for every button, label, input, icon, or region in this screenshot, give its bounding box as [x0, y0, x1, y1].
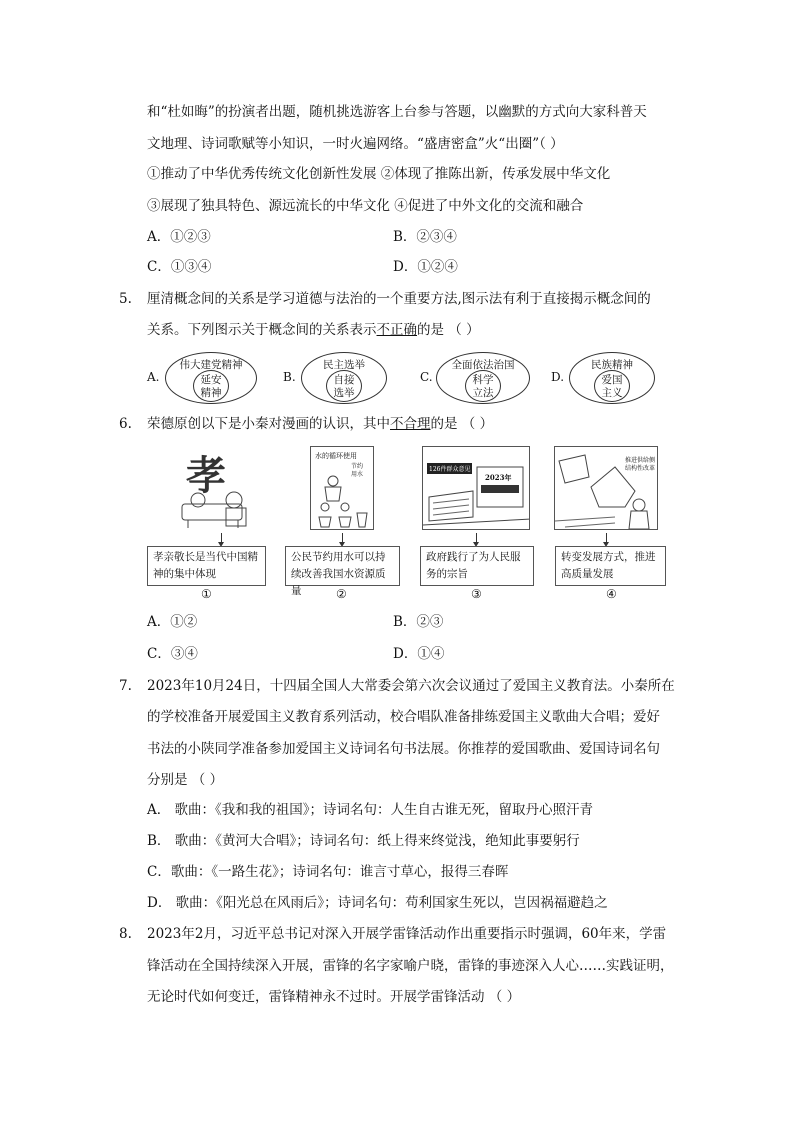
q6-option-a[interactable]: A．①②	[147, 614, 198, 630]
q7-option-a[interactable]: A． 歌曲：《我和我的祖国》；诗词名句：人生自古谁无死，留取丹心照汗青	[147, 802, 594, 818]
q8-stem-line2: 锋活动在全国持续深入开展，雷锋的名字家喻户晓，雷锋的事迹深入人心……实践证明，	[147, 958, 674, 974]
comic-2-number: ②	[336, 587, 347, 601]
q6-option-d[interactable]: D．①④	[393, 646, 445, 662]
comic-1-arrow	[221, 533, 222, 543]
comic-4-sign: 推进供给侧结构性改革	[625, 457, 656, 472]
venn-inner-label-1: 自接	[333, 374, 355, 386]
q7-stem-line4: 分别是 （ ）	[147, 772, 224, 788]
comic-3-caption: 政府践行了为人民服务的宗旨	[420, 546, 534, 586]
venn-letter-a: A.	[147, 370, 160, 384]
venn-outer-label: 民主选举	[323, 359, 365, 371]
comic-2-sign: 水的循环使用	[315, 452, 357, 460]
comic-2-image	[310, 446, 374, 530]
q4-option-b[interactable]: B．②③④	[393, 229, 457, 245]
venn-inner-label-1: 延安	[200, 374, 222, 386]
q6-stem	[147, 414, 493, 434]
comic-2-side-text: 节约用水	[351, 463, 364, 478]
comic-4-arrow	[606, 533, 607, 543]
q4-stem-line2: 文地理、诗词歌赋等小知识，一时火遍网络。“盛唐密盒”火“出圈”（ ）	[147, 136, 564, 152]
comic-4-drawing	[555, 447, 658, 530]
q6-number: 6.	[119, 416, 132, 432]
q7-option-c[interactable]: C．歌曲：《一路生花》；诗词名句：谁言寸草心，报得三春晖	[147, 864, 509, 880]
venn-inner-label-1: 科学	[472, 374, 494, 386]
q4-stem-line1: 和“杜如晦”的扮演者出题，随机挑选游客上台参与答题，以幽默的方式向大家科普天	[147, 104, 647, 120]
q8-stem-line1: 2023年2月，习近平总书记对深入开展学雷锋活动作出重要指示时强调，60年来，学雷	[147, 926, 667, 942]
q7-option-d[interactable]: D． 歌曲：《阳光总在风雨后》；诗词名句：苟利国家生死以，岂因祸福避趋之	[147, 895, 608, 911]
q4-items-line2: ③展现了独具特色、源远流长的中华文化 ④促进了中外文化的交流和融合	[147, 198, 584, 214]
q5-stem-line1: 厘清概念间的关系是学习道德与法治的一个重要方法,图示法有利于直接揭示概念间的	[147, 291, 651, 307]
q4-option-c[interactable]: C．①③④	[147, 259, 212, 275]
q6-emphasis: 不合理	[390, 416, 431, 432]
q7-stem-line1: 2023年10月24日，十四届全国人大常委会第六次会议通过了爱国主义教育法。小秦所在	[147, 678, 675, 694]
venn-letter-d: D.	[551, 370, 565, 384]
q4-items-line1: ①推动了中华优秀传统文化创新性发展 ②体现了推陈出新，传承发展中华文化	[147, 166, 611, 182]
venn-outer-label: 全面依法治国	[451, 359, 515, 371]
q7-stem-line2: 的学校准备开展爱国主义教育系列活动，校合唱队准备排练爱国主义歌曲大合唱；爱好	[147, 709, 660, 725]
q4-option-d[interactable]: D．①②④	[393, 259, 458, 275]
q5-stem-line2	[147, 320, 480, 340]
comic-2-drawing	[311, 447, 374, 530]
comic-3-drawing	[423, 447, 530, 530]
comic-3-arrow	[476, 533, 477, 543]
q6-option-b[interactable]: B．②③	[393, 614, 444, 630]
venn-diagram-c	[420, 352, 530, 404]
q5-emphasis: 不正确	[376, 322, 417, 338]
q8-stem-line3: 无论时代如何变迁，雷锋精神永不过时。开展学雷锋活动 （ ）	[147, 989, 521, 1005]
venn-letter-b: B.	[283, 370, 296, 384]
comic-4-caption: 转变发展方式，推进高质量发展	[555, 546, 666, 586]
venn-outer-label: 伟大建党精神	[179, 359, 243, 371]
comic-1-drawing	[174, 446, 268, 530]
venn-inner-label-2: 选举	[333, 387, 355, 399]
q7-stem-line3: 书法的小陕同学准备参加爱国主义诗词名句书法展。你推荐的爱国歌曲、爱国诗词名句	[147, 741, 660, 757]
venn-outer-label: 民族精神	[591, 359, 633, 371]
q4-option-a[interactable]: A．①②③	[147, 229, 211, 245]
q8-number: 8.	[119, 926, 132, 942]
q5-number: 5.	[119, 291, 132, 307]
venn-diagram-a	[147, 352, 257, 404]
venn-inner-label-2: 精神	[200, 387, 222, 399]
q5-stem-text: 关系。下列图示关于概念间的关系表示	[147, 322, 377, 338]
q6-option-c[interactable]: C．③④	[147, 646, 198, 662]
venn-inner-label-1: 爱国	[601, 374, 623, 386]
comic-1-big-character: 孝	[186, 452, 226, 499]
q5-stem-tail: 的是 （ ）	[417, 322, 480, 338]
venn-diagram-b	[283, 352, 393, 404]
comic-2-caption: 公民节约用水可以持续改善我国水资源质量	[285, 546, 400, 586]
comic-4-number: ④	[606, 587, 617, 601]
comic-4-image	[554, 446, 658, 530]
comic-3-number: ③	[471, 587, 482, 601]
comic-1-caption: 孝亲敬长是当代中国精神的集中体现	[147, 546, 266, 586]
venn-inner-label-2: 主义	[601, 387, 623, 399]
comic-3-image	[422, 446, 530, 530]
comic-1-number: ①	[201, 587, 212, 601]
q7-option-b[interactable]: B． 歌曲：《黄河大合唱》；诗词名句：纸上得来终觉浅，绝知此事要躬行	[147, 833, 580, 849]
venn-diagram-d	[551, 352, 661, 404]
q6-stem-tail: 的是 （ ）	[430, 416, 494, 432]
comic-3-sign: 2023年	[485, 473, 512, 482]
comic-2-arrow	[342, 533, 343, 543]
comic-1-image	[174, 446, 268, 530]
q7-number: 7.	[119, 678, 132, 694]
venn-letter-c: C.	[420, 370, 433, 384]
comic-3-banner: 126件群众意见	[427, 463, 472, 474]
q6-stem-text: 荣德原创以下是小秦对漫画的认识，其中	[147, 416, 390, 432]
venn-inner-label-2: 立法	[472, 387, 494, 399]
